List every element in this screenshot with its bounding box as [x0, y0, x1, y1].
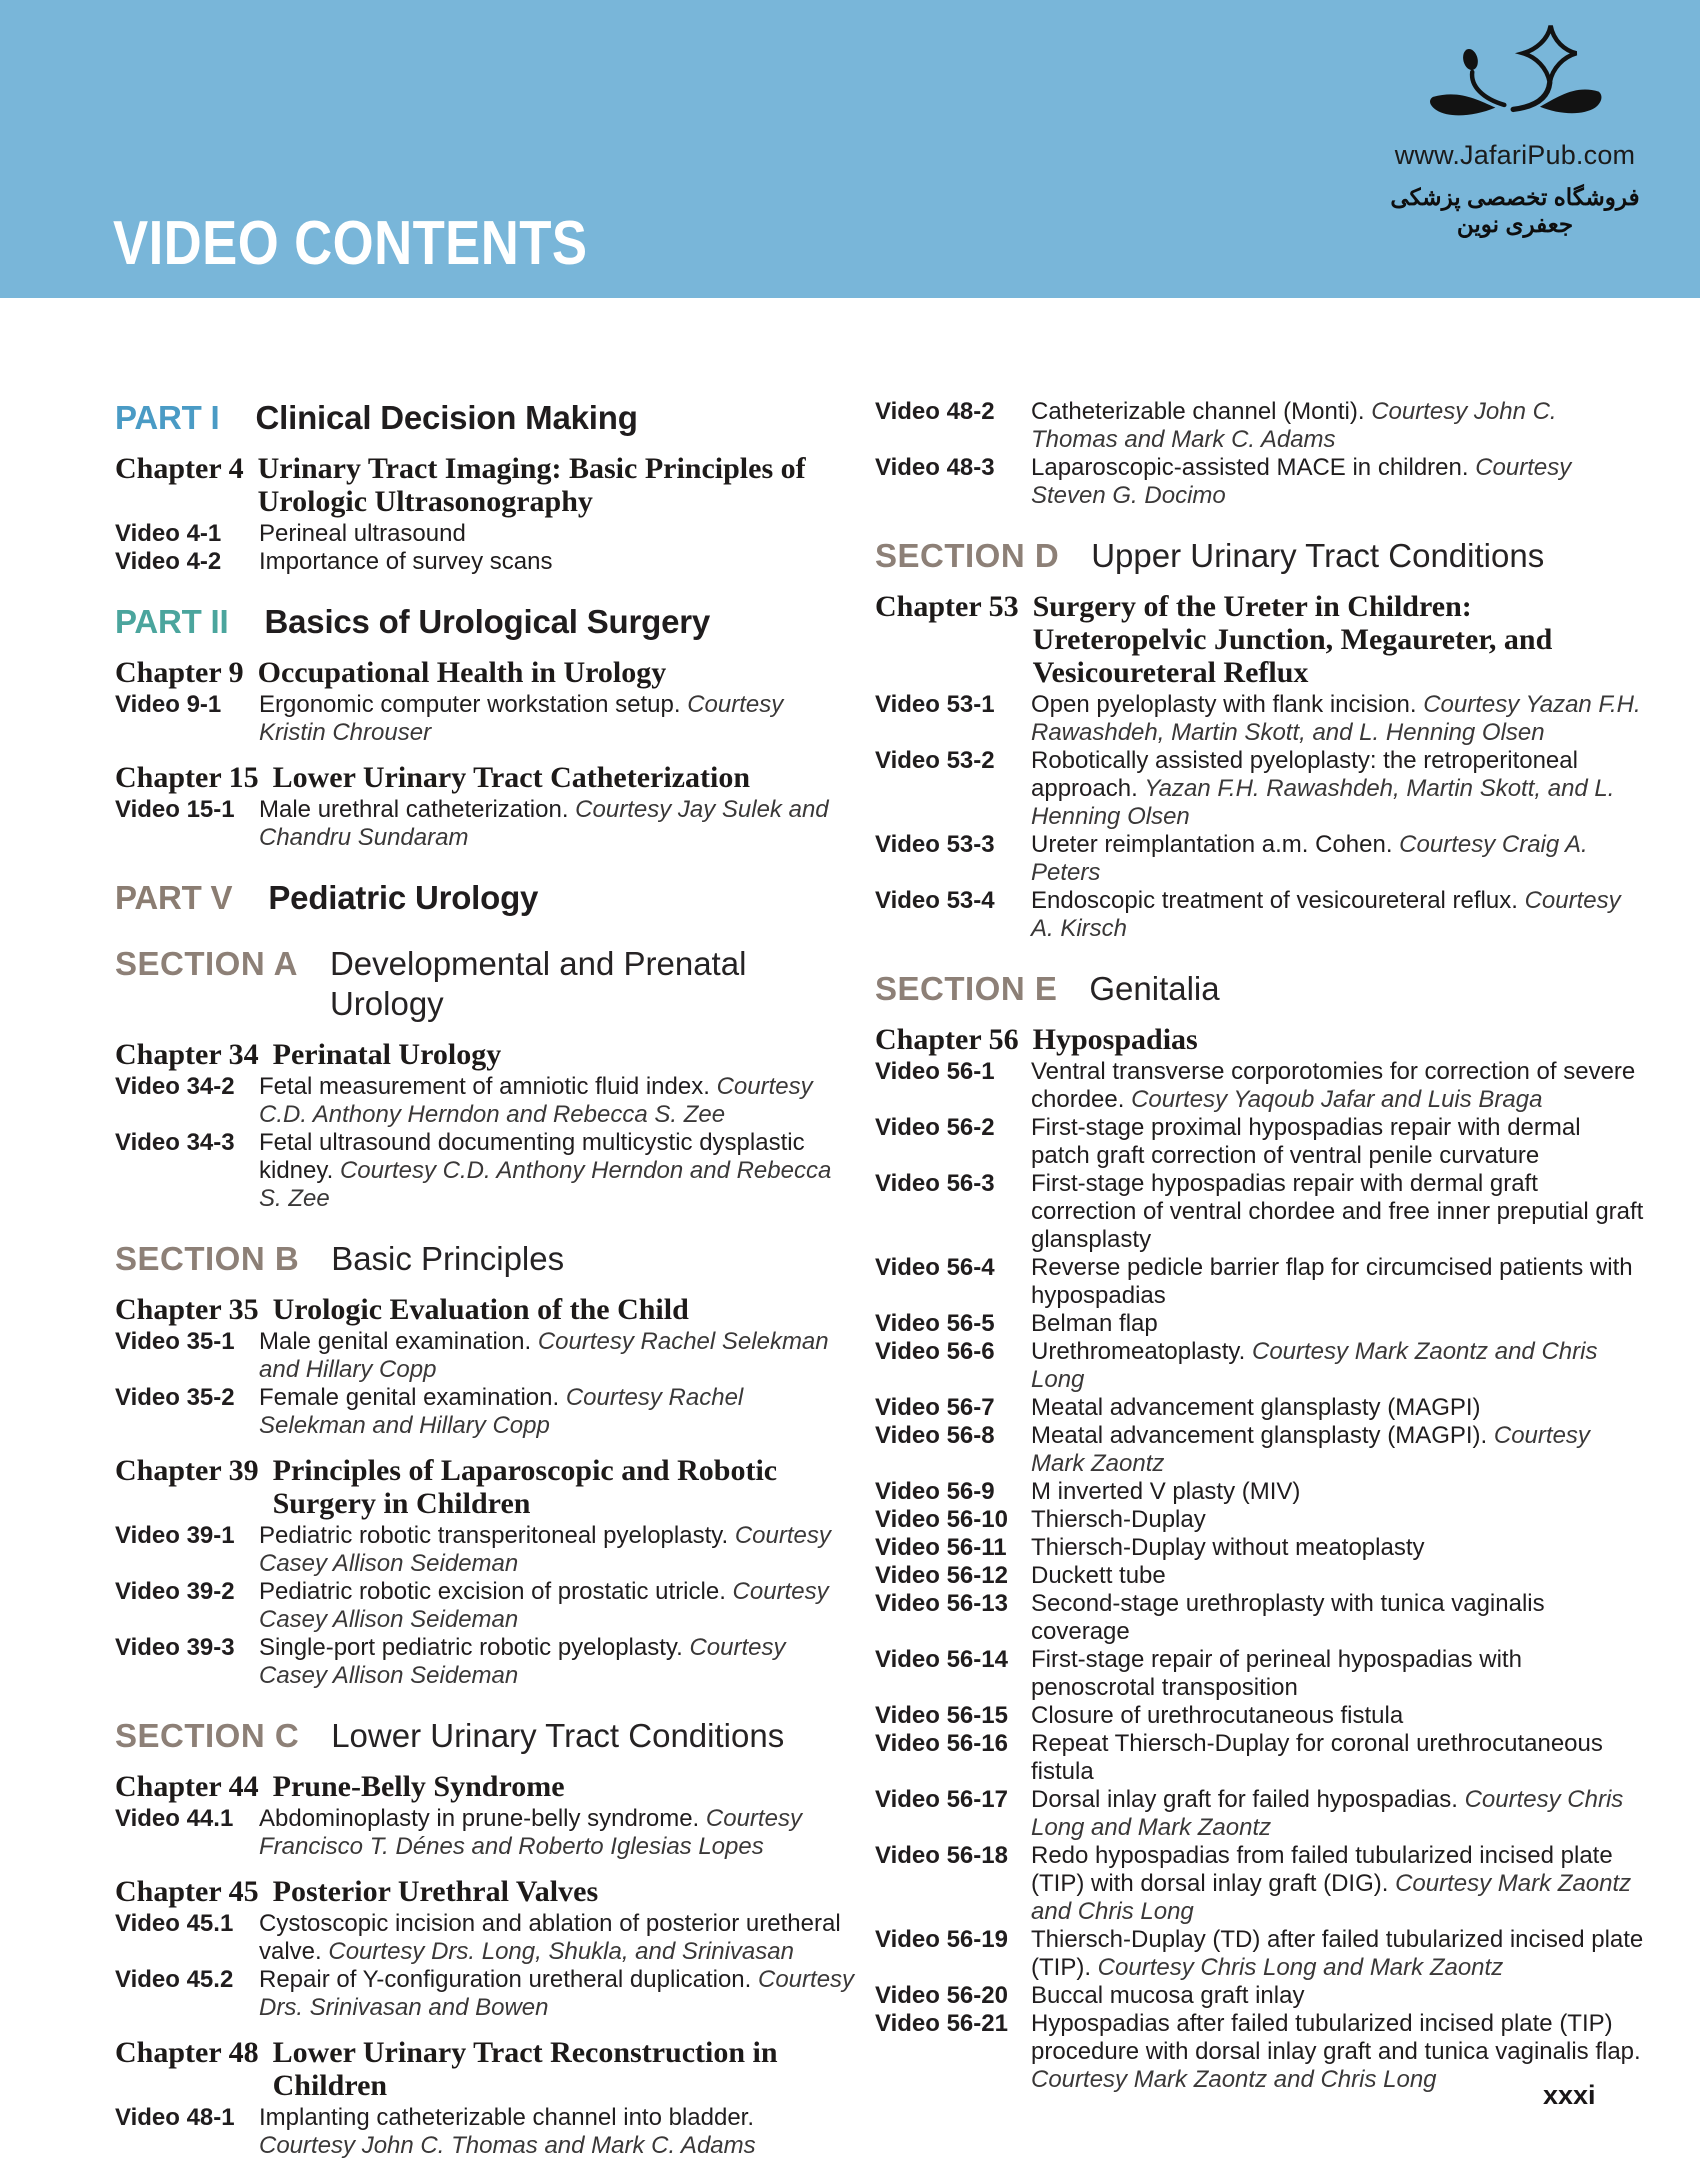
video-label: Video 56-14: [875, 1646, 1008, 1673]
chapter-title: Prune-Belly Syndrome: [272, 1770, 565, 1803]
video-label: Video 15-1: [115, 796, 235, 823]
chapter-heading: [115, 2036, 855, 2102]
video-entry: [875, 831, 1645, 887]
courtesy-credit: Courtesy Chris Long and Mark Zaontz: [1031, 1786, 1624, 1841]
video-description: Endoscopic treatment of vesicoureteral reflux. Courtesy A. Kirsch: [1031, 887, 1621, 942]
part-title: Clinical Decision Making: [255, 399, 638, 436]
part-label: PART I: [115, 399, 220, 436]
video-entry: [875, 747, 1645, 831]
video-label: Video 35-2: [115, 1384, 235, 1411]
video-description: Thiersch-Duplay: [1031, 1506, 1206, 1533]
chapter-heading: [115, 656, 855, 689]
video-description: Ventral transverse corporotomies for correction of severe chordee. Courtesy Yaqoub Jafar and Luis Braga: [1031, 1058, 1636, 1113]
section-label: SECTION D: [875, 537, 1060, 574]
video-label: Video 39-3: [115, 1634, 235, 1661]
section-title: Lower Urinary Tract Conditions: [331, 1717, 785, 1754]
video-description: Single-port pediatric robotic pyeloplasty. Courtesy Casey Allison Seideman: [259, 1634, 786, 1689]
video-entry: [875, 1310, 1645, 1338]
video-label: Video 56-7: [875, 1394, 995, 1421]
chapter-heading: [115, 761, 855, 794]
video-description: Reverse pedicle barrier flap for circumcised patients with hypospadias: [1031, 1254, 1633, 1309]
video-entry: [115, 1073, 855, 1129]
video-entry: [875, 1926, 1645, 1982]
chapter-label: Chapter 39: [115, 1454, 259, 1487]
video-entry: [875, 1422, 1645, 1478]
video-entry: [115, 1634, 855, 1690]
video-entry: [115, 548, 855, 576]
video-entry: [875, 1114, 1645, 1170]
video-label: Video 56-2: [875, 1114, 995, 1141]
video-entry: [875, 1478, 1645, 1506]
video-entry: [115, 796, 855, 852]
toc-column-right: [875, 398, 1645, 2094]
logo-url-text: www.JafariPub.com: [1394, 140, 1636, 170]
video-description: Importance of survey scans: [259, 548, 553, 575]
video-label: Video 39-2: [115, 1578, 235, 1605]
video-label: Video 9-1: [115, 691, 222, 718]
chapter-title: Surgery of the Ureter in Children: Ureteropelvic Junction, Megaureter, and Vesicoureteral Reflux: [1032, 590, 1553, 689]
toc-column-left: [115, 398, 855, 2160]
courtesy-credit: Courtesy C.D. Anthony Herndon and Rebecca S. Zee: [259, 1157, 832, 1212]
video-label: Video 34-3: [115, 1129, 235, 1156]
section-heading: [875, 536, 1645, 576]
video-description: Hypospadias after failed tubularized incised plate (TIP) procedure with dorsal inlay graft and tunica vaginalis flap. Courtesy Mark Zaontz and Chris Long: [1031, 2010, 1641, 2093]
video-label: Video 56-10: [875, 1506, 1008, 1533]
courtesy-credit: Courtesy Mark Zaontz and Chris Long: [1031, 1870, 1632, 1925]
chapter-label: Chapter 44: [115, 1770, 259, 1803]
video-label: Video 45.1: [115, 1910, 234, 1937]
video-entry: [115, 1522, 855, 1578]
video-entry: [115, 1328, 855, 1384]
video-entry: [875, 1506, 1645, 1534]
courtesy-credit: Courtesy C.D. Anthony Herndon and Rebecca S. Zee: [259, 1073, 813, 1128]
video-entry: [875, 1394, 1645, 1422]
courtesy-credit: Courtesy Craig A. Peters: [1031, 831, 1588, 886]
video-label: Video 45.2: [115, 1966, 234, 1993]
video-description: Ureter reimplantation a.m. Cohen. Courtesy Craig A. Peters: [1031, 831, 1588, 886]
section-heading: [115, 944, 855, 1024]
courtesy-credit: Courtesy Rachel Selekman and Hillary Copp: [259, 1384, 744, 1439]
courtesy-credit: Courtesy Drs. Long, Shukla, and Srinivasan: [328, 1938, 794, 1965]
video-label: Video 56-6: [875, 1338, 995, 1365]
courtesy-credit: Courtesy Casey Allison Seideman: [259, 1522, 831, 1577]
video-description: First-stage repair of perineal hypospadias with penoscrotal transposition: [1031, 1646, 1522, 1701]
chapter-label: Chapter 48: [115, 2036, 259, 2069]
chapter-label: Chapter 45: [115, 1875, 259, 1908]
chapter-title: Lower Urinary Tract Catheterization: [272, 761, 751, 794]
video-entry: [875, 1842, 1645, 1926]
section-label: SECTION B: [115, 1240, 300, 1277]
chapter-label: Chapter 53: [875, 590, 1019, 623]
video-description: Fetal ultrasound documenting multicystic dysplastic kidney. Courtesy C.D. Anthony Herndon and Rebecca S. Zee: [259, 1129, 832, 1212]
chapter-title: Urinary Tract Imaging: Basic Principles of Urologic Ultrasonography: [257, 452, 806, 518]
video-entry: [875, 1254, 1645, 1310]
video-entry: [875, 2010, 1645, 2094]
video-description: Urethromeatoplasty. Courtesy Mark Zaontz and Chris Long: [1031, 1338, 1598, 1393]
video-description: Repeat Thiersch-Duplay for coronal urethrocutaneous fistula: [1031, 1730, 1603, 1785]
video-description: Male urethral catheterization. Courtesy Jay Sulek and Chandru Sundaram: [259, 796, 829, 851]
video-description: M inverted V plasty (MIV): [1031, 1478, 1301, 1505]
video-label: Video 56-12: [875, 1562, 1008, 1589]
video-entry: [875, 1646, 1645, 1702]
video-label: Video 56-15: [875, 1702, 1008, 1729]
video-label: Video 56-16: [875, 1730, 1008, 1757]
video-entry: [115, 1384, 855, 1440]
video-description: Catheterizable channel (Monti). Courtesy John C. Thomas and Mark C. Adams: [1031, 398, 1557, 453]
part-label: PART V: [115, 879, 233, 916]
video-description: Implanting catheterizable channel into bladder. Courtesy John C. Thomas and Mark C. Adams: [259, 2104, 756, 2159]
video-entry: [875, 1058, 1645, 1114]
video-entry: [875, 1534, 1645, 1562]
chapter-title: Occupational Health in Urology: [257, 656, 667, 689]
video-entry: [875, 691, 1645, 747]
video-entry: [875, 1786, 1645, 1842]
video-description: Perineal ultrasound: [259, 520, 466, 547]
chapter-heading: [875, 590, 1645, 689]
page-title: VIDEO CONTENTS: [113, 209, 588, 278]
courtesy-credit: Courtesy Mark Zaontz: [1031, 1422, 1590, 1477]
video-entry: [875, 1170, 1645, 1254]
courtesy-credit: Courtesy Chris Long and Mark Zaontz: [1097, 1954, 1504, 1981]
chapter-heading: [115, 1038, 855, 1071]
chapter-title: Urologic Evaluation of the Child: [272, 1293, 689, 1326]
video-description: Abdominoplasty in prune-belly syndrome. Courtesy Francisco T. Dénes and Roberto Iglesias Lopes: [259, 1805, 802, 1860]
courtesy-credit: Courtesy John C. Thomas and Mark C. Adams: [1031, 398, 1557, 453]
video-entry: [115, 520, 855, 548]
video-label: Video 48-2: [875, 398, 995, 425]
video-label: Video 48-3: [875, 454, 995, 481]
video-description: Male genital examination. Courtesy Rachel Selekman and Hillary Copp: [259, 1328, 829, 1383]
toc-content: [115, 398, 1645, 2160]
part-heading: [115, 398, 855, 438]
video-entry: [115, 691, 855, 747]
courtesy-credit: Courtesy Steven G. Docimo: [1031, 454, 1572, 509]
chapter-heading: [115, 1454, 855, 1520]
video-description: Ergonomic computer workstation setup. Courtesy Kristin Chrouser: [259, 691, 784, 746]
video-description: Pediatric robotic transperitoneal pyeloplasty. Courtesy Casey Allison Seideman: [259, 1522, 831, 1577]
section-heading: [875, 969, 1645, 1009]
video-description: Repair of Y-configuration uretheral duplication. Courtesy Drs. Srinivasan and Bowen: [259, 1966, 855, 2021]
video-label: Video 4-2: [115, 548, 222, 575]
video-description: Pediatric robotic excision of prostatic utricle. Courtesy Casey Allison Seideman: [259, 1578, 829, 1633]
video-description: Female genital examination. Courtesy Rachel Selekman and Hillary Copp: [259, 1384, 744, 1439]
video-label: Video 56-8: [875, 1422, 995, 1449]
courtesy-credit: Courtesy Mark Zaontz and Chris Long: [1031, 2066, 1437, 2093]
publisher-logo: [1380, 22, 1650, 238]
video-entry: [115, 1578, 855, 1634]
section-label: SECTION E: [875, 970, 1058, 1007]
chapter-title: Hypospadias: [1032, 1023, 1198, 1056]
courtesy-credit: Courtesy John C. Thomas and Mark C. Adams: [259, 2132, 756, 2159]
video-entry: [115, 1129, 855, 1213]
section-title: Genitalia: [1089, 970, 1220, 1007]
video-description: First-stage hypospadias repair with dermal graft correction of ventral chordee and free inner preputial graft glansplasty: [1031, 1170, 1644, 1253]
video-description: Redo hypospadias from failed tubularized incised plate (TIP) with dorsal inlay graft (DIG). Courtesy Mark Zaontz and Chris Long: [1031, 1842, 1632, 1925]
video-label: Video 56-4: [875, 1254, 995, 1281]
chapter-heading: [115, 452, 855, 518]
video-label: Video 56-21: [875, 2010, 1008, 2037]
video-entry: [875, 398, 1645, 454]
chapter-heading: [115, 1293, 855, 1326]
video-entry: [875, 1338, 1645, 1394]
courtesy-credit: Courtesy Yazan F.H. Rawashdeh, Martin Skott, and L. Henning Olsen: [1031, 691, 1641, 746]
chapter-label: Chapter 35: [115, 1293, 259, 1326]
video-entry: [115, 1805, 855, 1861]
video-description: Closure of urethrocutaneous fistula: [1031, 1702, 1404, 1729]
video-description: Robotically assisted pyeloplasty: the retroperitoneal approach. Yazan F.H. Rawashdeh, Martin Skott, and L. Henning Olsen: [1031, 747, 1615, 830]
courtesy-credit: Courtesy Francisco T. Dénes and Roberto Iglesias Lopes: [259, 1805, 802, 1860]
video-description: Meatal advancement glansplasty (MAGPI): [1031, 1394, 1481, 1421]
courtesy-credit: Courtesy Drs. Srinivasan and Bowen: [259, 1966, 855, 2021]
video-entry: [875, 1590, 1645, 1646]
video-description: Duckett tube: [1031, 1562, 1166, 1589]
video-label: Video 56-13: [875, 1590, 1008, 1617]
video-label: Video 56-20: [875, 1982, 1008, 2009]
part-title: Pediatric Urology: [268, 879, 539, 916]
courtesy-credit: Courtesy Rachel Selekman and Hillary Copp: [259, 1328, 829, 1383]
chapter-label: Chapter 56: [875, 1023, 1019, 1056]
video-entry: [875, 454, 1645, 510]
part-heading: [115, 602, 855, 642]
video-label: Video 56-1: [875, 1058, 995, 1085]
video-entry: [115, 2104, 855, 2160]
video-entry: [875, 1702, 1645, 1730]
video-label: Video 35-1: [115, 1328, 235, 1355]
video-label: Video 34-2: [115, 1073, 235, 1100]
video-description: Open pyeloplasty with flank incision. Courtesy Yazan F.H. Rawashdeh, Martin Skott, and L. Henning Olsen: [1031, 691, 1641, 746]
video-entry: [875, 1730, 1645, 1786]
chapter-heading: [115, 1875, 855, 1908]
chapter-title: Principles of Laparoscopic and Robotic Surgery in Children: [272, 1454, 778, 1520]
page-number: xxxi: [1543, 2080, 1596, 2110]
section-label: SECTION C: [115, 1717, 300, 1754]
chapter-label: Chapter 34: [115, 1038, 259, 1071]
chapter-title: Posterior Urethral Valves: [272, 1875, 599, 1908]
video-label: Video 56-5: [875, 1310, 995, 1337]
video-entry: [875, 1562, 1645, 1590]
courtesy-credit: Courtesy Yaqoub Jafar and Luis Braga: [1131, 1086, 1543, 1113]
video-label: Video 56-17: [875, 1786, 1008, 1813]
video-label: Video 53-3: [875, 831, 995, 858]
video-description: Laparoscopic-assisted MACE in children. Courtesy Steven G. Docimo: [1031, 454, 1572, 509]
courtesy-credit: Yazan F.H. Rawashdeh, Martin Skott, and L. Henning Olsen: [1031, 775, 1615, 830]
section-heading: [115, 1239, 855, 1279]
video-description: Dorsal inlay graft for failed hypospadias. Courtesy Chris Long and Mark Zaontz: [1031, 1786, 1624, 1841]
chapter-heading: [115, 1770, 855, 1803]
video-label: Video 4-1: [115, 520, 222, 547]
chapter-title: Lower Urinary Tract Reconstruction in Children: [272, 2036, 778, 2102]
chapter-heading: [875, 1023, 1645, 1056]
video-label: Video 53-1: [875, 691, 995, 718]
section-label: SECTION A: [115, 945, 298, 982]
chapter-title: Perinatal Urology: [272, 1038, 502, 1071]
video-description: Meatal advancement glansplasty (MAGPI). Courtesy Mark Zaontz: [1031, 1422, 1590, 1477]
video-label: Video 56-18: [875, 1842, 1008, 1869]
calligraphy-logo-icon: [1417, 22, 1613, 138]
section-title: Upper Urinary Tract Conditions: [1091, 537, 1545, 574]
video-label: Video 56-19: [875, 1926, 1008, 1953]
video-description: Thiersch-Duplay (TD) after failed tubularized incised plate (TIP). Courtesy Chris Long and Mark Zaontz: [1031, 1926, 1644, 1981]
video-description: Belman flap: [1031, 1310, 1158, 1337]
section-title: Basic Principles: [331, 1240, 565, 1277]
video-description: Thiersch-Duplay without meatoplasty: [1031, 1534, 1425, 1561]
video-label: Video 56-9: [875, 1478, 995, 1505]
video-description: Cystoscopic incision and ablation of posterior uretheral valve. Courtesy Drs. Long, Shukla, and Srinivasan: [259, 1910, 841, 1965]
chapter-label: Chapter 9: [115, 656, 244, 689]
section-heading: [115, 1716, 855, 1756]
video-entry: [875, 1982, 1645, 2010]
video-entry: [115, 1910, 855, 1966]
video-description: Buccal mucosa graft inlay: [1031, 1982, 1305, 2009]
video-label: Video 56-11: [875, 1534, 1007, 1561]
courtesy-credit: Courtesy Jay Sulek and Chandru Sundaram: [259, 796, 829, 851]
section-title: Developmental and Prenatal Urology: [329, 945, 747, 1022]
video-label: Video 53-2: [875, 747, 995, 774]
video-label: Video 39-1: [115, 1522, 235, 1549]
courtesy-credit: Courtesy Casey Allison Seideman: [259, 1634, 786, 1689]
video-entry: [115, 1966, 855, 2022]
chapter-label: Chapter 4: [115, 452, 244, 485]
video-label: Video 56-3: [875, 1170, 995, 1197]
video-label: Video 48-1: [115, 2104, 235, 2131]
courtesy-credit: Courtesy Kristin Chrouser: [259, 691, 784, 746]
chapter-label: Chapter 15: [115, 761, 259, 794]
part-heading: [115, 878, 855, 918]
courtesy-credit: Courtesy Mark Zaontz and Chris Long: [1031, 1338, 1598, 1393]
video-entry: [875, 887, 1645, 943]
courtesy-credit: Courtesy Casey Allison Seideman: [259, 1578, 829, 1633]
part-label: PART II: [115, 603, 229, 640]
video-label: Video 53-4: [875, 887, 995, 914]
video-description: Second-stage urethroplasty with tunica vaginalis coverage: [1031, 1590, 1545, 1645]
part-title: Basics of Urological Surgery: [264, 603, 711, 640]
video-description: First-stage proximal hypospadias repair with dermal patch graft correction of ventral penile curvature: [1031, 1114, 1581, 1169]
video-label: Video 44.1: [115, 1805, 234, 1832]
courtesy-credit: Courtesy A. Kirsch: [1031, 887, 1621, 942]
video-description: Fetal measurement of amniotic fluid index. Courtesy C.D. Anthony Herndon and Rebecca S. Zee: [259, 1073, 813, 1128]
logo-tagline-farsi: فروشگاه تخصصی پزشکی جعفری نوین: [1390, 184, 1640, 237]
